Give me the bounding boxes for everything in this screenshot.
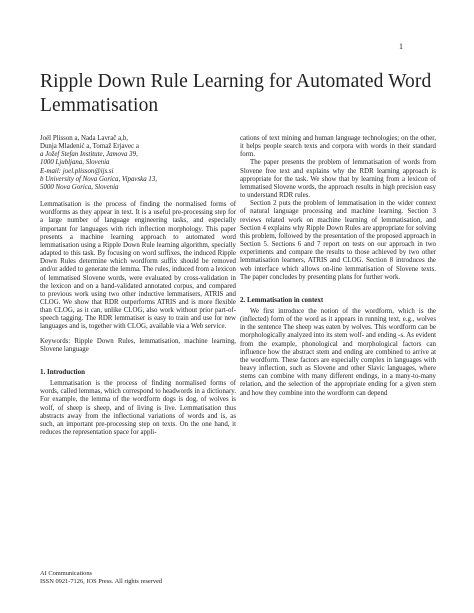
paper-title: Ripple Down Rule Learning for Automated Word Lemmatisation	[40, 71, 432, 116]
keywords: Keywords: Ripple Down Rules, lemmatisation, machine learning, Slovene language	[40, 337, 236, 353]
section-heading-introduction: 1. Introduction	[40, 367, 85, 376]
affiliation-line: E-mail: joel.plisson@ijs.si	[40, 167, 114, 175]
introduction-continued	[240, 135, 436, 282]
author-line: Dunja Mladenić a, Tomaž Erjavec a	[40, 143, 139, 151]
affiliation-line: b University of Nova Gorica, Vipavska 13,	[40, 175, 157, 183]
introduction-paragraph: Lemmatisation is the process of finding normalised forms of words, called lemmas, which correspond to headwords in a dictionary. For example, the lemma of the wordform dogs is dog, of wolves is wolf, of sheep is sheep, and of living is live. Lemmatisation thus abstracts away from the inflectional variations of words and is, as such, an important pre-processing step on texts. On the one hand, it reduces the representation space for appli-	[40, 380, 236, 436]
right-column	[240, 135, 436, 398]
abstract-text: Lemmatisation is the process of finding the normalised forms of wordforms as they appear in text. It is a useful pre-processing step for a large number of language engineering tasks, and especially important for languages with rich inflection morphology. This paper presents a machine learning approach to automated word lemmatisation using a Ripple Down Rule learning algorithm, specially adapted to this task. By focusing on word suffixes, the induced Ripple Down Rules determine which wordform suffix should be removed and/or added to generate the lemma. The rules, induced from a lexicon of lemmatised Slovene words, were evaluated by cross-validation in the lexicon and on a hand-validated annotated corpus, and compared to previous work using two other inductive lemmatisers, ATRIS and CLOG. We show that RDR outperforms ATRIS and is more flexible than CLOG, as it can, unlike CLOG, also work without prior part-of-speech tagging. The RDR lemmatiser is easy to train and use for new languages and is, together with CLOG, available via a Web service.	[40, 201, 236, 331]
left-column	[40, 135, 236, 437]
journal-issn: ISSN 0921-7126, IOS Press. All rights reserved	[40, 578, 163, 586]
author-list	[40, 135, 236, 151]
paragraph: The paper presents the problem of lemmatisation of words from Slovene free text and explains why the RDR learning approach is appropriate for the task. We show that by learning from a lexicon of lemmatised Slovene words, the approach results in high precision easy to understand RDR rules.	[240, 159, 436, 200]
affiliation-list	[40, 151, 236, 192]
affiliation-line: 1000 Ljubljana, Slovenia	[40, 159, 110, 167]
journal-name: AI Communications	[40, 570, 93, 577]
introduction-body	[40, 380, 236, 437]
journal-footer	[40, 570, 162, 586]
affiliation-line: a Jožef Stefan Institute, Jamova 39,	[40, 151, 138, 159]
abstract	[40, 201, 236, 332]
paragraph: Section 2 puts the problem of lemmatisation in the wider context of natural language processing and machine learning. Section 3 reviews related work on machine learning of lemmatisation, and Section 4 explains why Ripple Down Rules are appropriate for solving this problem, followed by the presentation of the proposed approach in Section 5. Sections 6 and 7 report on tests on our approach in two experiments and compare the results to those achieved by two other lemmatisation learners, ATRIS and CLOG. Section 8 introduces the web interface which allows on-line lemmatisation of Slovene texts. The paper concludes by presenting plans for further work.	[240, 200, 436, 281]
affiliation-line: 5000 Nova Gorica, Slovenia	[40, 183, 119, 191]
page-number: 1	[399, 42, 403, 51]
author-line: Joël Plisson a, Nada Lavrač a,b,	[40, 135, 129, 142]
section2-paragraph: We first introduce the notion of the wordform, which is the (inflected) form of the word as it appears in running text, e.g., wolves in the sentence The sheep was eaten by wolves. This wordform can be morphologically analyzed into its stem wolf- and ending -s. As evident from the example, phonological and morphological factors can influence how the abstract stem and ending are combined to arrive at the wordform. These factors are especially complex in languages with heavy inflection, such as Slovene and other Slavic languages, where stems can combine with many different endings, in a many-to-many relation, and the selection of the appropriate ending for a given stem and how they combine into the wordform can depend	[240, 307, 436, 397]
paragraph-continuation: cations of text mining and human language technologies; on the other, it helps people search texts and corpora with words in their standard form.	[240, 135, 436, 159]
section2-body	[240, 308, 436, 398]
section-heading-lemmatisation-in-context: 2. Lemmatisation in context	[240, 295, 324, 304]
